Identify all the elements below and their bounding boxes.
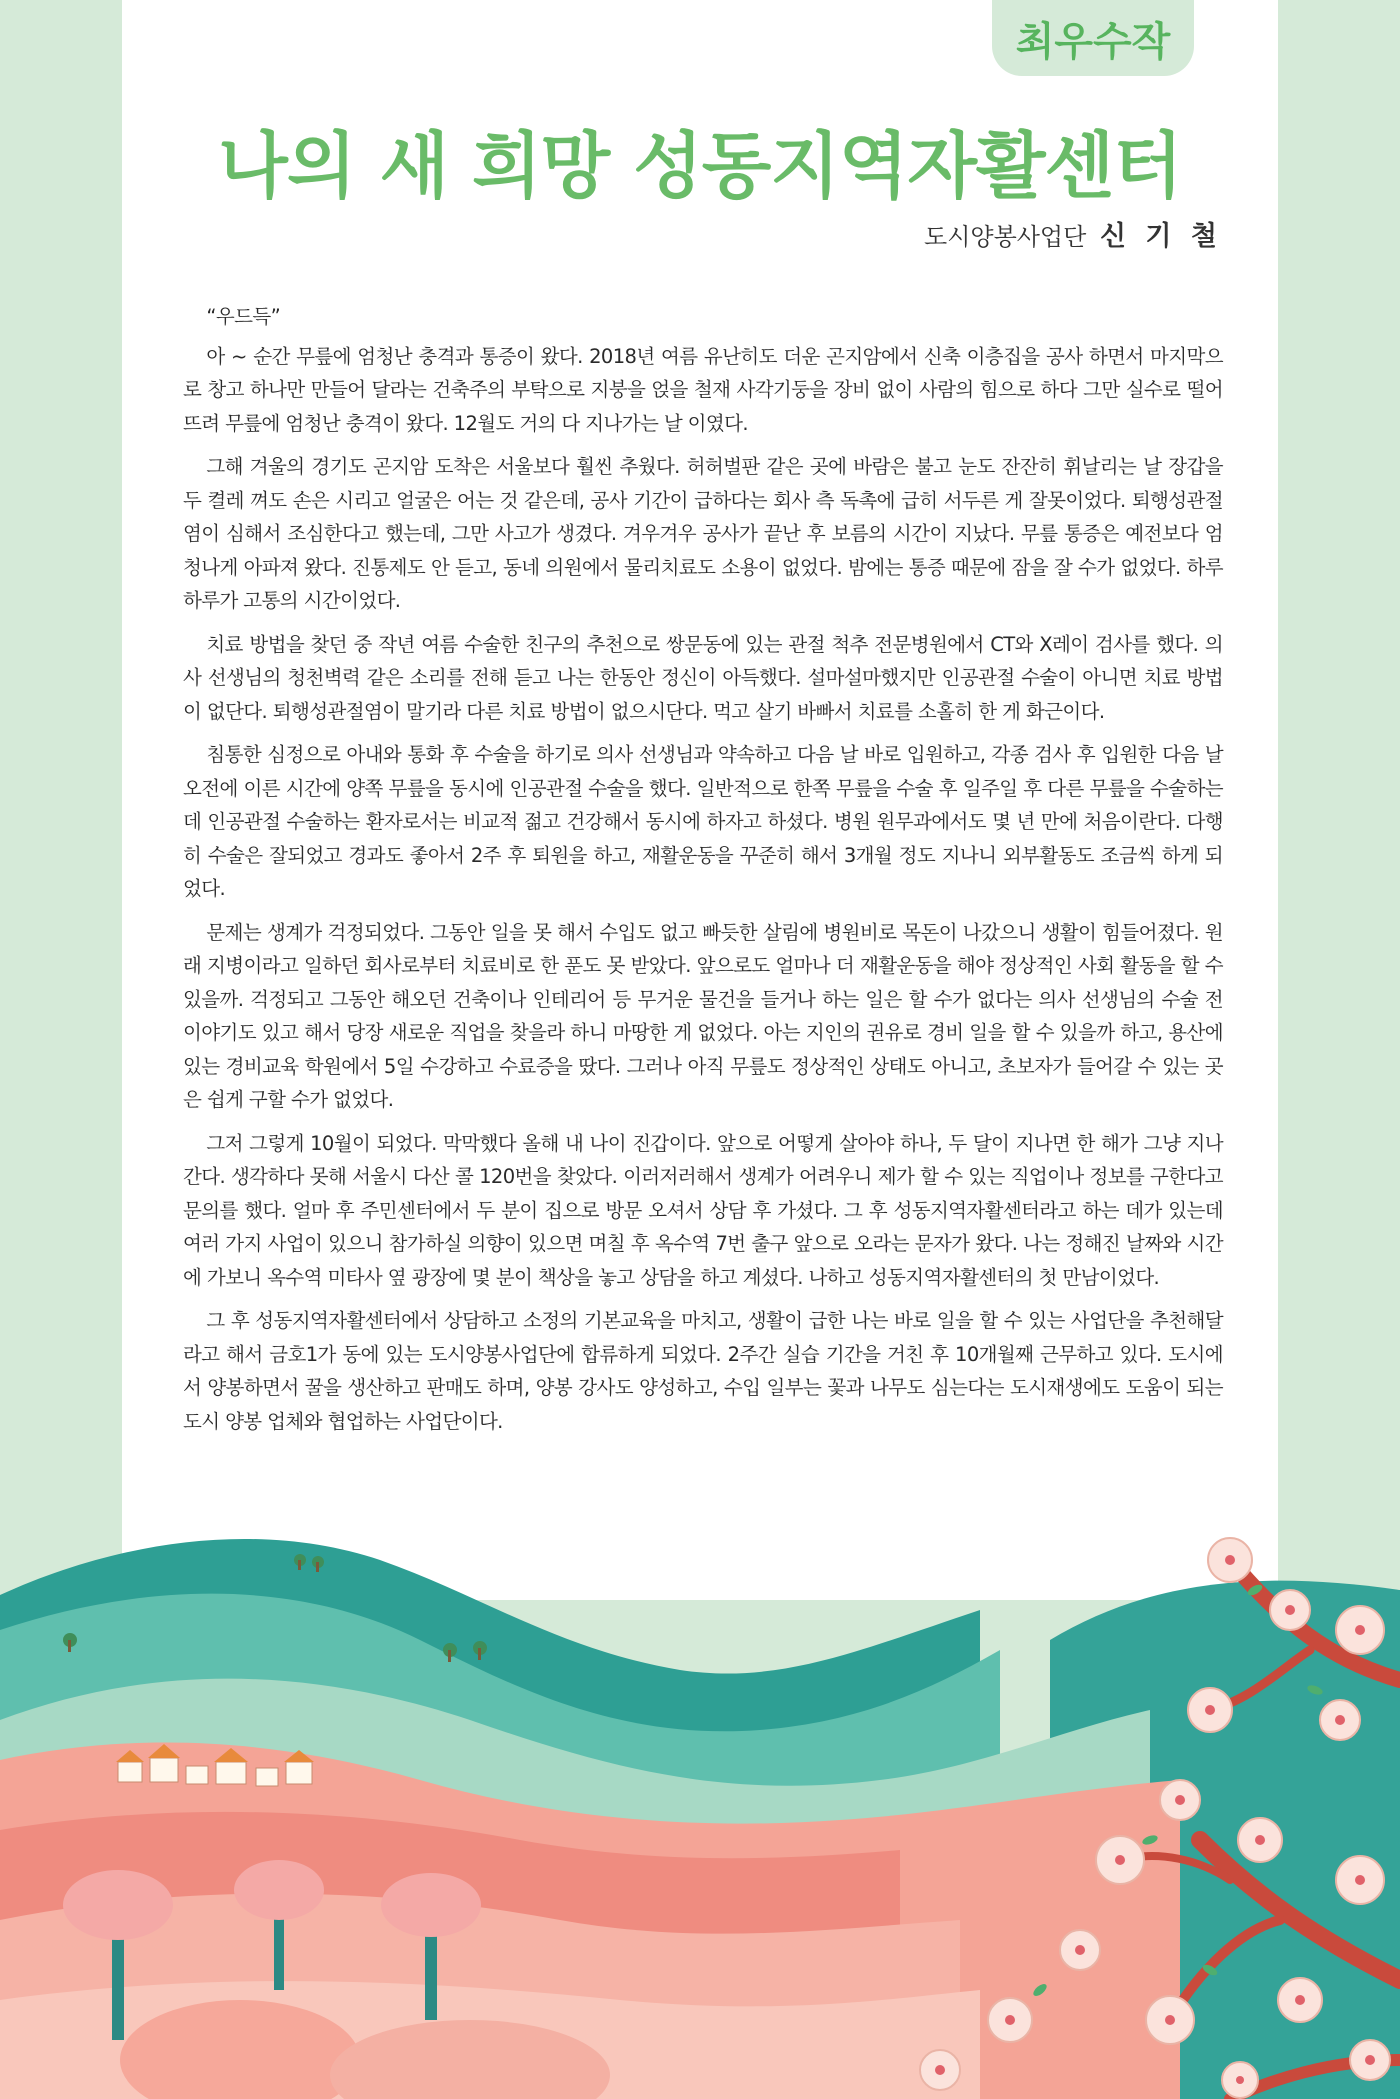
- paragraph-2: 그해 겨울의 경기도 곤지암 도착은 서울보다 훨씬 추웠다. 허허벌판 같은 곳에 바람은 불고 눈도 잔잔히 휘날리는 날 장갑을 두 켤레 껴도 손은 시리고 얼굴은 어는 것 같은데, 공사 기간이 급하다는 회사 측 독촉에 급히 서두른 게 잘못이었다. 퇴행성관절염이 심해서 조심한다고 했는데, 그만 사고가 생겼다. 겨우겨우 공사가 끝난 후 보름의 시간이 지났다. 무릎 통증은 예전보다 엄청나게 아파져 왔다. 진통제도 안 듣고, 동네 의원에서 물리치료도 소용이 없었다. 밤에는 통증 때문에 잠을 잘 수가 없었다. 하루하루가 고통의 시간이었다.: [183, 455, 1223, 612]
- author-line: [924, 214, 1222, 253]
- paragraph-4: 침통한 심정으로 아내와 통화 후 수술을 하기로 의사 선생님과 약속하고 다음 날 바로 입원하고, 각종 검사 후 입원한 다음 날 오전에 이른 시간에 양쪽 무릎을 동시에 인공관절 수술을 했다. 일반적으로 한쪽 무릎을 수술 후 일주일 후 다른 무릎을 수술하는데 인공관절 수술하는 환자로서는 비교적 젊고 건강해서 동시에 하자고 하셨다. 병원 원무과에서도 몇 년 만에 처음이란다. 다행히 수술은 잘되었고 경과도 좋아서 2주 후 퇴원을 하고, 재활운동을 꾸준히 해서 3개월 정도 지나니 외부활동도 조금씩 하게 되었다.: [183, 743, 1223, 900]
- page-title: 나의 새 희망 성동지역자활센터: [218, 124, 1182, 208]
- paragraph-3: 치료 방법을 찾던 중 작년 여름 수술한 친구의 추천으로 쌍문동에 있는 관절 척추 전문병원에서 CT와 X레이 검사를 했다. 의사 선생님의 청천벽력 같은 소리를 전해 듣고 나는 한동안 정신이 아득했다. 설마설마했지만 인공관절 수술이 아니면 치료 방법이 없단다. 퇴행성관절염이 말기라 다른 치료 방법이 없으시단다. 먹고 살기 바빠서 치료를 소홀히 한 게 화근이다.: [183, 632, 1223, 723]
- author-org: 도시양봉사업단: [924, 223, 1087, 251]
- paragraph-7: 그 후 성동지역자활센터에서 상담하고 소정의 기본교육을 마치고, 생활이 급한 나는 바로 일을 할 수 있는 사업단을 추천해달라고 해서 금호1가 동에 있는 도시양봉사업단에 합류하게 되었다. 2주간 실습 기간을 거친 후 10개월째 근무하고 있다. 도시에서 양봉하면서 꿀을 생산하고 판매도 하며, 양봉 강사도 양성하고, 수입 일부는 꽃과 나무도 심는다는 도시재생에도 도움이 되는 도시 양봉 업체와 협업하는 사업단이다.: [183, 1309, 1223, 1433]
- landscape-illustration: [0, 1500, 1400, 2099]
- article-body: [183, 300, 1223, 1448]
- paragraph-1: 아 ~ 순간 무릎에 엄청난 충격과 통증이 왔다. 2018년 여름 유난히도 더운 곤지암에서 신축 이층집을 공사 하면서 마지막으로 창고 하나만 만들어 달라는 건축주의 부탁으로 지붕을 얹을 철재 사각기둥을 장비 없이 사람의 힘으로 하다 그만 실수로 떨어뜨려 무릎에 엄청난 충격이 왔다. 12월도 거의 다 지나가는 날 이였다.: [183, 344, 1223, 435]
- paragraph-5: 문제는 생계가 걱정되었다. 그동안 일을 못 해서 수입도 없고 빠듯한 살림에 병원비로 목돈이 나갔으니 생활이 힘들어졌다. 원래 지병이라고 일하던 회사로부터 치료비로 한 푼도 못 받았다. 앞으로도 얼마나 더 재활운동을 해야 정상적인 사회 활동을 할 수 있을까. 걱정되고 그동안 해오던 건축이나 인테리어 등 무거운 물건을 들거나 하는 일은 할 수가 없다는 의사 선생님의 수술 전 이야기도 있고 해서 당장 새로운 직업을 찾을라 하니 마땅한 게 없었다. 아는 지인의 권유로 경비 일을 할 수 있을까 하고, 용산에 있는 경비교육 학원에서 5일 수강하고 수료증을 땄다. 그러나 아직 무릎도 정상적인 상태도 아니고, 초보자가 들어갈 수 있는 곳은 쉽게 구할 수가 없었다.: [183, 920, 1223, 1111]
- author-name: 신 기 철: [1099, 221, 1222, 252]
- opening-quote: “우드득”: [206, 305, 281, 328]
- award-badge: 최우수작: [992, 0, 1194, 76]
- paragraph-6: 그저 그렇게 10월이 되었다. 막막했다 올해 내 나이 진갑이다. 앞으로 어떻게 살아야 하나, 두 달이 지나면 한 해가 그냥 지나간다. 생각하다 못해 서울시 다산 콜 120번을 찾았다. 이러저러해서 생계가 어려우니 제가 할 수 있는 직업이나 정보를 구한다고 문의를 했다. 얼마 후 주민센터에서 두 분이 집으로 방문 오셔서 상담 후 가셨다. 그 후 성동지역자활센터라고 하는 데가 있는데 여러 가지 사업이 있으니 참가하실 의향이 있으면 며칠 후 옥수역 7번 출구 앞으로 오라는 문자가 왔다. 나는 정해진 날짜와 시간에 가보니 옥수역 미타사 옆 광장에 몇 분이 책상을 놓고 상담을 하고 계셨다. 나하고 성동지역자활센터의 첫 만남이었다.: [183, 1131, 1223, 1289]
